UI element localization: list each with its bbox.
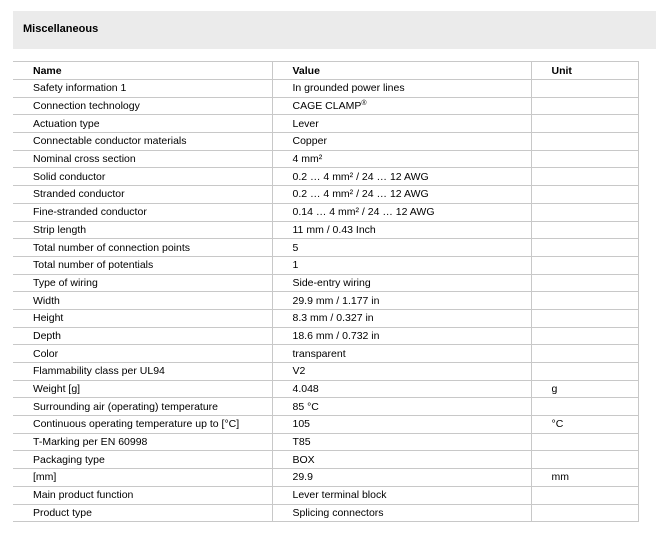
- table-row: [13, 239, 638, 257]
- cell-unit: [531, 345, 638, 363]
- table-row: [13, 274, 638, 292]
- cell-unit: [531, 203, 638, 221]
- column-header-unit: Unit: [531, 62, 638, 80]
- column-header-name: Name: [13, 62, 272, 80]
- cell-value: 105: [272, 416, 531, 434]
- table-row: [13, 433, 638, 451]
- table-row: [13, 469, 638, 487]
- table-row: [13, 363, 638, 381]
- cell-value: 8.3 mm / 0.327 in: [272, 309, 531, 327]
- cell-unit: [531, 292, 638, 310]
- cell-value: 11 mm / 0.43 Inch: [272, 221, 531, 239]
- table-row: [13, 80, 638, 98]
- cell-name: Main product function: [13, 486, 272, 504]
- cell-unit: [531, 256, 638, 274]
- table-row: [13, 133, 638, 151]
- cell-unit: [531, 80, 638, 98]
- cell-unit: mm: [531, 469, 638, 487]
- cell-name: Solid conductor: [13, 168, 272, 186]
- cell-unit: [531, 363, 638, 381]
- cell-name: Actuation type: [13, 115, 272, 133]
- cell-name: Type of wiring: [13, 274, 272, 292]
- cell-unit: [531, 433, 638, 451]
- cell-unit: [531, 504, 638, 522]
- table-header-row: [13, 62, 638, 80]
- cell-unit: [531, 309, 638, 327]
- table-row: [13, 168, 638, 186]
- cell-value-text: CAGE CLAMP: [292, 100, 362, 113]
- table-row: [13, 416, 638, 434]
- cell-value: 85 °C: [272, 398, 531, 416]
- table-row: [13, 221, 638, 239]
- table-row: [13, 115, 638, 133]
- cell-value: Splicing connectors: [272, 504, 531, 522]
- table-row: [13, 398, 638, 416]
- cell-value: V2: [272, 363, 531, 381]
- table-body: [13, 80, 638, 522]
- cell-value: 0.2 … 4 mm² / 24 … 12 AWG: [272, 168, 531, 186]
- cell-value: 4 mm²: [272, 150, 531, 168]
- cell-unit: [531, 168, 638, 186]
- cell-name: Safety information 1: [13, 80, 272, 98]
- cell-value: 29.9 mm / 1.177 in: [272, 292, 531, 310]
- cell-name: Weight [g]: [13, 380, 272, 398]
- cell-unit: [531, 398, 638, 416]
- section-title: Miscellaneous: [23, 23, 99, 35]
- cell-name: Depth: [13, 327, 272, 345]
- table-row: [13, 486, 638, 504]
- cell-value: Lever terminal block: [272, 486, 531, 504]
- cell-name: Connectable conductor materials: [13, 133, 272, 151]
- cell-name: Packaging type: [13, 451, 272, 469]
- cell-unit: [531, 239, 638, 257]
- cell-value: Side-entry wiring: [272, 274, 531, 292]
- cell-unit: [531, 150, 638, 168]
- table-row: [13, 380, 638, 398]
- cell-name: Connection technology: [13, 97, 272, 115]
- cell-unit: [531, 97, 638, 115]
- cell-unit: [531, 133, 638, 151]
- cell-name: Nominal cross section: [13, 150, 272, 168]
- cell-unit: g: [531, 380, 638, 398]
- cell-unit: [531, 115, 638, 133]
- cell-unit: [531, 451, 638, 469]
- cell-value: transparent: [272, 345, 531, 363]
- registered-mark: ®: [361, 100, 367, 108]
- cell-unit: [531, 274, 638, 292]
- table-row: [13, 186, 638, 204]
- table-row: [13, 345, 638, 363]
- cell-value: Copper: [272, 133, 531, 151]
- cell-unit: [531, 327, 638, 345]
- table-row: [13, 292, 638, 310]
- cell-name: T-Marking per EN 60998: [13, 433, 272, 451]
- cell-name: Flammability class per UL94: [13, 363, 272, 381]
- cell-name: Height: [13, 309, 272, 327]
- table-row: [13, 451, 638, 469]
- cell-name: Product type: [13, 504, 272, 522]
- cell-unit: [531, 186, 638, 204]
- table-row: [13, 309, 638, 327]
- cell-value: Lever: [272, 115, 531, 133]
- table-row: [13, 504, 638, 522]
- cell-value: 0.2 … 4 mm² / 24 … 12 AWG: [272, 186, 531, 204]
- cell-name: Total number of connection points: [13, 239, 272, 257]
- cell-value: [272, 97, 531, 115]
- cell-value: BOX: [272, 451, 531, 469]
- cell-unit: °C: [531, 416, 638, 434]
- cell-name: Stranded conductor: [13, 186, 272, 204]
- cell-unit: [531, 221, 638, 239]
- cell-name: Total number of potentials: [13, 256, 272, 274]
- cell-value: T85: [272, 433, 531, 451]
- cell-value: 29.9: [272, 469, 531, 487]
- cell-name: Width: [13, 292, 272, 310]
- cell-value: 18.6 mm / 0.732 in: [272, 327, 531, 345]
- cell-unit: [531, 486, 638, 504]
- cell-value: 1: [272, 256, 531, 274]
- cell-name: [mm]: [13, 469, 272, 487]
- table-row: [13, 327, 638, 345]
- cell-value: 4.048: [272, 380, 531, 398]
- table-row: [13, 256, 638, 274]
- cell-value: In grounded power lines: [272, 80, 531, 98]
- table-row: [13, 150, 638, 168]
- table-row: [13, 97, 638, 115]
- cell-value: 0.14 … 4 mm² / 24 … 12 AWG: [272, 203, 531, 221]
- cell-name: Strip length: [13, 221, 272, 239]
- section-header: [13, 11, 656, 49]
- cell-name: Fine-stranded conductor: [13, 203, 272, 221]
- cell-value: 5: [272, 239, 531, 257]
- column-header-value: Value: [272, 62, 531, 80]
- specifications-table: [13, 61, 639, 522]
- table-row: [13, 203, 638, 221]
- cell-name: Color: [13, 345, 272, 363]
- cell-name: Surrounding air (operating) temperature: [13, 398, 272, 416]
- cell-name: Continuous operating temperature up to [°C]: [13, 416, 272, 434]
